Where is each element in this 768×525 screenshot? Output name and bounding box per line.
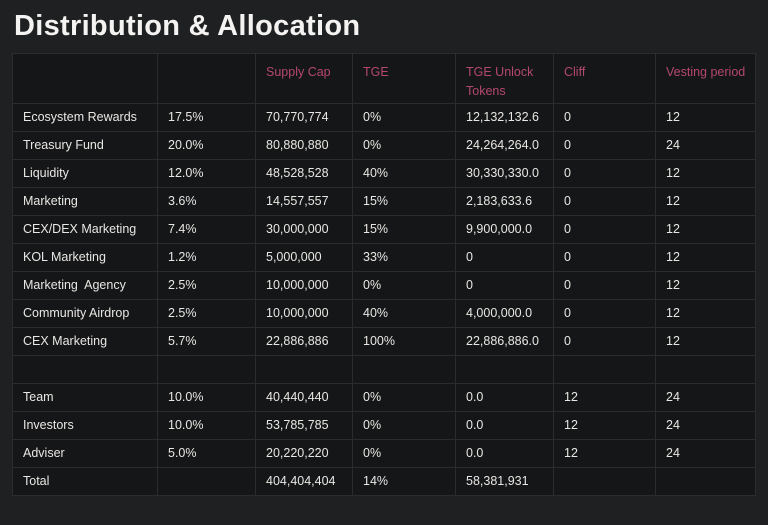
table-cell: 24 bbox=[656, 131, 756, 159]
table-row bbox=[13, 103, 756, 131]
table-cell: Ecosystem Rewards bbox=[13, 103, 158, 131]
table-cell: 12 bbox=[554, 439, 656, 467]
table-cell: 12 bbox=[554, 383, 656, 411]
table-cell: 40,440,440 bbox=[256, 383, 353, 411]
table-cell: 0 bbox=[554, 103, 656, 131]
table-cell: 70,770,774 bbox=[256, 103, 353, 131]
table-cell: 40% bbox=[353, 299, 456, 327]
table-cell: 48,528,528 bbox=[256, 159, 353, 187]
table-cell: 12.0% bbox=[158, 159, 256, 187]
table-cell bbox=[353, 355, 456, 383]
table-cell: 0 bbox=[554, 187, 656, 215]
table-cell: 12 bbox=[656, 159, 756, 187]
table-row bbox=[13, 327, 756, 355]
table-cell: 12 bbox=[656, 299, 756, 327]
table-cell: 9,900,000.0 bbox=[456, 215, 554, 243]
table-row bbox=[13, 383, 756, 411]
table-cell: 24 bbox=[656, 411, 756, 439]
table-cell bbox=[456, 355, 554, 383]
table-cell: 22,886,886 bbox=[256, 327, 353, 355]
table-cell: 17.5% bbox=[158, 103, 256, 131]
table-cell bbox=[554, 467, 656, 495]
table-cell: Total bbox=[13, 467, 158, 495]
column-header bbox=[13, 54, 158, 104]
table-cell: 1.2% bbox=[158, 243, 256, 271]
table-cell: 20.0% bbox=[158, 131, 256, 159]
table-cell bbox=[158, 355, 256, 383]
table-cell: 0% bbox=[353, 439, 456, 467]
table-cell bbox=[656, 355, 756, 383]
column-header: TGE bbox=[353, 54, 456, 104]
table-cell: 22,886,886.0 bbox=[456, 327, 554, 355]
table-cell: 2.5% bbox=[158, 299, 256, 327]
table-cell: Treasury Fund bbox=[13, 131, 158, 159]
table-cell: KOL Marketing bbox=[13, 243, 158, 271]
table-row bbox=[13, 355, 756, 383]
table-row bbox=[13, 299, 756, 327]
table-body bbox=[13, 103, 756, 495]
table-row bbox=[13, 215, 756, 243]
table-cell: 24 bbox=[656, 439, 756, 467]
table-cell: 4,000,000.0 bbox=[456, 299, 554, 327]
table-row bbox=[13, 439, 756, 467]
table-header-row bbox=[13, 54, 756, 104]
table-cell: 24 bbox=[656, 383, 756, 411]
table-cell: 12 bbox=[656, 327, 756, 355]
table-cell: 20,220,220 bbox=[256, 439, 353, 467]
table-cell: 5.0% bbox=[158, 439, 256, 467]
table-cell: 40% bbox=[353, 159, 456, 187]
table-cell: 30,330,330.0 bbox=[456, 159, 554, 187]
column-header: TGE Unlock Tokens bbox=[456, 54, 554, 104]
table-cell bbox=[158, 467, 256, 495]
table-cell: 0 bbox=[554, 159, 656, 187]
table-cell: 5,000,000 bbox=[256, 243, 353, 271]
table-cell: 15% bbox=[353, 187, 456, 215]
table-cell: 30,000,000 bbox=[256, 215, 353, 243]
table-cell: 0 bbox=[554, 327, 656, 355]
table-cell: 0% bbox=[353, 103, 456, 131]
page-title: Distribution & Allocation bbox=[14, 10, 361, 42]
table-cell bbox=[13, 355, 158, 383]
table-cell: 7.4% bbox=[158, 215, 256, 243]
table-cell: Team bbox=[13, 383, 158, 411]
table-cell: 10,000,000 bbox=[256, 271, 353, 299]
table-cell: 0 bbox=[456, 271, 554, 299]
table-cell: 10.0% bbox=[158, 411, 256, 439]
table-cell: 0% bbox=[353, 131, 456, 159]
table-cell: 0 bbox=[554, 243, 656, 271]
table-cell: CEX/DEX Marketing bbox=[13, 215, 158, 243]
table-cell: 100% bbox=[353, 327, 456, 355]
table-cell: 58,381,931 bbox=[456, 467, 554, 495]
table-cell: Investors bbox=[13, 411, 158, 439]
table-cell bbox=[656, 467, 756, 495]
table-cell: Adviser bbox=[13, 439, 158, 467]
table-cell: 2.5% bbox=[158, 271, 256, 299]
table-cell: 0% bbox=[353, 271, 456, 299]
table-cell: 12 bbox=[554, 411, 656, 439]
table-cell: 10,000,000 bbox=[256, 299, 353, 327]
table-row bbox=[13, 187, 756, 215]
table-cell: 80,880,880 bbox=[256, 131, 353, 159]
table-row bbox=[13, 411, 756, 439]
table-cell: Community Airdrop bbox=[13, 299, 158, 327]
table-cell: 12 bbox=[656, 243, 756, 271]
table-cell: Liquidity bbox=[13, 159, 158, 187]
table-row bbox=[13, 271, 756, 299]
table-cell: 12 bbox=[656, 215, 756, 243]
table-cell: 0% bbox=[353, 383, 456, 411]
table-cell: 14% bbox=[353, 467, 456, 495]
allocation-table bbox=[12, 53, 756, 496]
table-cell: 12 bbox=[656, 187, 756, 215]
table-cell: 0% bbox=[353, 411, 456, 439]
table-cell: 14,557,557 bbox=[256, 187, 353, 215]
column-header: Supply Cap bbox=[256, 54, 353, 104]
table-cell: 12 bbox=[656, 271, 756, 299]
table-cell: 10.0% bbox=[158, 383, 256, 411]
table-cell: CEX Marketing bbox=[13, 327, 158, 355]
table-cell: 0.0 bbox=[456, 439, 554, 467]
table-cell: 0 bbox=[554, 299, 656, 327]
table-row bbox=[13, 131, 756, 159]
table-cell: Marketing Agency bbox=[13, 271, 158, 299]
table-cell: 0 bbox=[554, 271, 656, 299]
table-cell: 3.6% bbox=[158, 187, 256, 215]
table-cell: 53,785,785 bbox=[256, 411, 353, 439]
table-cell: 0.0 bbox=[456, 411, 554, 439]
table-cell bbox=[554, 355, 656, 383]
table-cell: 0.0 bbox=[456, 383, 554, 411]
table-row bbox=[13, 243, 756, 271]
table-cell bbox=[256, 355, 353, 383]
table-cell: 2,183,633.6 bbox=[456, 187, 554, 215]
table-cell: 0 bbox=[554, 215, 656, 243]
table-cell: 5.7% bbox=[158, 327, 256, 355]
table-row bbox=[13, 159, 756, 187]
table-cell: Marketing bbox=[13, 187, 158, 215]
table-cell: 15% bbox=[353, 215, 456, 243]
table-cell: 33% bbox=[353, 243, 456, 271]
table-row bbox=[13, 467, 756, 495]
column-header: Vesting period bbox=[656, 54, 756, 104]
column-header: Cliff bbox=[554, 54, 656, 104]
table-cell: 24,264,264.0 bbox=[456, 131, 554, 159]
table-cell: 0 bbox=[456, 243, 554, 271]
column-header bbox=[158, 54, 256, 104]
table-cell: 404,404,404 bbox=[256, 467, 353, 495]
table-cell: 12,132,132.6 bbox=[456, 103, 554, 131]
table-cell: 0 bbox=[554, 131, 656, 159]
table-cell: 12 bbox=[656, 103, 756, 131]
